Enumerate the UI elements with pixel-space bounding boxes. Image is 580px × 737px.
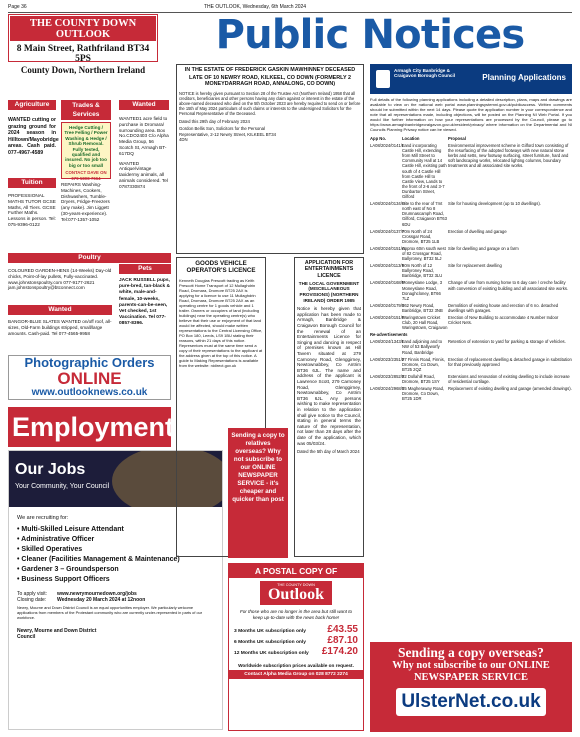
council-crest-icon <box>376 70 390 88</box>
job-item: • Multi-Skilled Leisure Attendant <box>17 526 124 533</box>
outlook-box-title: THE COUNTY DOWN OUTLOOK <box>10 16 156 41</box>
equal-opportunities-text: Newry, Mourne and Down District Council is an equal opportunities employer. We particularly welcome applications from members of the Protestant community who are currently under-represented in parts of our workforce. <box>17 605 203 620</box>
rate-row: 6 Months UK subscription only £87.10 <box>234 635 358 647</box>
wanted-field-ad: WANTED1 acre field to purchase in Dromara/ surrounding area. Box No.CDO2403 C/o Alpha Media Group, 56 Scotch St, Armagh BT-617DQ <box>119 116 169 156</box>
planning-app-no: LA08/2024/2968/F <box>370 386 405 392</box>
planning-location: Land incorporating Castle Hill, extending from Mill Street to Community Hall at 14 Castle Hill, existing path south of 4 Castle Hill from Castle Hill to Castle View, Lands to the front of 2-6 and 3-7 Dunbarton Street, Gilford <box>402 143 447 200</box>
planning-proposal: Erection of replacement dwelling & detached garage in substitution for that previously approved <box>448 356 572 367</box>
wanted2-section <box>8 305 112 336</box>
planning-location: 70m North of 24 Crossgar Road, Dromore, BT25 1LB <box>402 228 440 244</box>
ulsternet-url[interactable]: UlsterNet.co.uk <box>396 688 546 716</box>
planning-row <box>370 386 572 401</box>
repairs-ad: REPAIRS Washing-Machines, Cookers, Dishwashers, Tumble-Dryers, Fridge-Freezers (any make). Jim Liggett (30-years-experience). Tel:077-1357-1052 <box>61 182 110 222</box>
job-item: • Gardener 3 – Groundsperson <box>17 566 119 573</box>
abc-council-banner <box>370 64 572 94</box>
pets-section <box>119 264 171 328</box>
apply-label: To apply visit: <box>17 591 48 597</box>
planning-proposal: Replacement of existing dwelling and garage (amended drawings). <box>448 386 572 392</box>
entertain-title: APPLICATION FOR ENTERTAINMENTS LICENCE <box>304 260 354 279</box>
wanted-section <box>119 100 169 190</box>
abc-council-name: Armagh City Banbridge & Craigavon Borough Council <box>394 68 455 79</box>
planning-location: 60m North of 12 Ballyroney Road, Banbridge, BT32 3LU <box>402 263 443 279</box>
planning-location: Land adjoining and to NW of 53 Ballyworfy Road, Banbridge <box>402 339 443 355</box>
jobs-title: Our Jobs <box>15 461 86 478</box>
council-name: Newry, Mourne and Down District Council <box>17 628 97 641</box>
jobs-subtitle: Your Community, Your Council <box>15 483 110 490</box>
closing-label: Closing date: <box>17 597 47 603</box>
planning-app-no: LA08/2024/0168/F <box>370 280 405 286</box>
postal-copy-ad <box>228 563 364 731</box>
estate-solicitors: Gordon Bellis Son, Solicitors for the Personal Representative, 2-12 Newry Street, KILKEEL BT34 4DN <box>179 126 277 143</box>
planning-row <box>370 374 572 384</box>
photographic-orders-ad <box>8 355 171 400</box>
postal-title: A POSTAL COPY OF <box>229 564 363 578</box>
agriculture-heading: Agriculture <box>8 100 56 110</box>
planning-app-no: LA08/2024/1343/F <box>370 339 405 345</box>
planning-location: Waringstown Cricket Club, 20 Hall Road, Waringstown, Craigavon <box>402 315 448 331</box>
job-item: • Administrative Officer <box>17 536 95 543</box>
postal-tagline: For those who are no longer in the area but still want to keep up-to-date with the news back home! <box>239 609 353 620</box>
wanted-heading: Wanted <box>119 100 169 110</box>
planning-app-no: LA08/2024/0151/F <box>370 315 405 320</box>
planning-location: 15 Magheraway Road, Dromore, Co Down, BT25 1DR <box>402 386 445 402</box>
planning-app-no: LA08/2023/2351/F <box>370 356 405 362</box>
jobs-recruiting-label: We are recruiting for: <box>17 515 69 521</box>
planning-location: Approx 60m south west of 82 Crossgar Road, Ballyroney, BT32 5LJ <box>402 245 446 262</box>
pets-ad: JACK RUSSELL pups, pure-bred, tan-black & white, male-and-female, 10-weeks, parents-can-be-seen, Vet checked, 1st Vaccination. Tel 077-0857-8396. <box>119 278 170 327</box>
tuition-ad: PROFESSIONAL MATHS TUTOR GCSE Maths, All Tiers. GCSE Further Maths. Lessons in person. Tel: 075-9396-0122 <box>8 193 56 227</box>
planning-app-no: LA08/2023/2852/F <box>370 373 405 379</box>
goods-body: Kenneth Douglas Prescott trading as Keith Prescott Home Transport of 12 Mullaghdrin Road, Dromara, Dromore BT25 2AX is applying for a licence to use 11 Mullaghdrin Road, Dromara, Dromore BT25 2AX as an operating centre for 1 goods vehicle and 1 trailer. Owners or occupiers of land (including buildings) near the operating centre(s) who believe that their use or enjoyment of that land would be affected, should make written representations to the Central Licensing Office, PO Box 180, Leeds, LS9 1BU stating their reasons, within 21 days of this notice. Representors must at the same time send a copy of their representations to the applicant at the address given at the top of this notice. A guide to Making Representations is available from the website: nidirect.gov.uk <box>179 277 263 368</box>
estate-notice <box>176 64 364 254</box>
planning-location: 27 Finnis Road, Finnis, Dromore, Co Down, BT25 2QZ <box>402 356 445 372</box>
goods-title: GOODS VEHICLE OPERATOR'S LICENCE <box>186 260 256 275</box>
planning-row <box>370 280 572 300</box>
planning-row <box>370 201 572 226</box>
trades-section <box>61 100 111 223</box>
planning-proposal: Retention of extension to yard for parking & storage of vehicles. <box>448 339 566 345</box>
planning-proposal: Site for dwelling and garage on a farm <box>448 245 519 251</box>
overseas-line1: Sending a copy overseas? <box>398 645 544 660</box>
planning-row <box>370 143 572 199</box>
hedge-cutting-ad <box>61 122 111 179</box>
planning-location: 32 Dollahill Road, Dromore, BT25 1SY <box>402 373 440 385</box>
planning-app-no: LA08/2024/0113/F <box>370 263 405 269</box>
planning-proposal: Demolition of existing house and erection of 6 no. detached dwellings with garages. <box>448 302 559 313</box>
planning-applications-notice <box>370 97 572 557</box>
wanted2-heading: Wanted <box>8 305 112 315</box>
paper-dateline: THE OUTLOOK, Wednesday, 6th March 2024 <box>204 4 307 10</box>
tuition-section <box>8 178 56 228</box>
agriculture-ad: WANTED cutting or grazing ground for 2024 season in Hilltown/Mayobridge areas. Cash paid. 077-4967-4589 <box>8 117 59 156</box>
worldwide-note: Worldwide subscription prices available on request. <box>238 663 354 669</box>
entertain-body: Notice is hereby given that application has been made to Armagh, Banbridge & Craigavon Borough Council for the renewal of an Entertainments Licence for Singing and dancing in respect of premises known as Hill Tavern situated at 279 Carnoney Road, Glenggirney, Newtownabbey, Co Antrim BT36 6JL. The name and address of the applicant is Lawrence Scott, 279 Carnoney Road, Glenggirney, Newtownabbey, Co Antrim BT36 6JL. Any persons wishing to make representation in relation to the application shall give notice to the Council, stating in general terms the nature of the representation, not later than 28 days after the date of the application, which was 05/03/24. <box>297 306 361 446</box>
tuition-heading: Tuition <box>8 178 56 188</box>
planning-proposal: Erection of New Building to accommodate 4 Number Indoor Cricket Nets. <box>448 315 559 326</box>
postal-tag: THE COUNTY DOWN <box>277 583 315 587</box>
planning-row <box>370 315 572 330</box>
estate-title: IN THE ESTATE OF FREDERICK GASKIN MAWHINNEY DECEASED <box>184 67 356 73</box>
planning-row <box>370 263 572 278</box>
closing-date: Wednesday 20 March 2024 at 12noon <box>57 597 146 603</box>
entertain-date: Dated the 5th day of March 2024 <box>297 449 360 455</box>
apply-url[interactable]: www.newrymournedown.org/jobs <box>57 591 137 597</box>
postal-contact: Contact Alpha Media Group on 028 8772 2274 <box>229 670 363 679</box>
planning-app-no: LA08/2024/0141/F <box>370 143 405 149</box>
planning-intro: Full details of the following planning applications including a detailed description, plans, maps and drawings are available to view on the national web portal www.planningsystemni.gov.uk/publicaccess. Written comments should be submitted within the next 14 days. Please quote the application number in your correspondence and note that all representations made, including objections, will be posted on the Planning NI Web Portal. If you would like further information on how your representations are processed by the Council, please go to https://www.armaghbanbridgecraigavon.gov.uk/resident/privacy/ where information on the Departmental and NI Councils Planning Privacy notice can be viewed. <box>370 97 572 132</box>
rate-row: 3 Months UK subscription only £43.55 <box>234 624 358 636</box>
rate-row: 12 Months UK subscription only £174.20 <box>234 646 358 658</box>
pets-heading: Pets <box>119 264 171 274</box>
photo-ad-line2: ONLINE <box>57 369 122 388</box>
planning-proposal: Site for replacement dwelling <box>448 263 502 269</box>
planning-app-no: LA08/2024/0151/O <box>370 245 406 251</box>
planning-location: Site to the rear of 7mt north east of No 8 Drumnascamph Road, Gilford, Craigavon BT63 6DU <box>402 201 447 227</box>
planning-row <box>370 357 572 372</box>
poultry-heading: Poultry <box>8 253 171 263</box>
slates-ad: BANGOR-BLUE SLATES WANTED on/off roof, all-sizes, Old-Farm buildings stripped, small/large amounts. Cash-paid. Tel 077-4565-9958 <box>8 319 112 336</box>
wanted-taxidermy-ad: WANTED Antique/vintage taxidermy animals, all animals considered. Tel 0787330874 <box>119 160 168 189</box>
planning-app-no: LA08/2024/0179/F <box>370 302 405 308</box>
planning-row <box>370 339 572 354</box>
job-item: • Business Support Officers <box>17 576 110 583</box>
poultry-ad: COLOURED GARDEN-HENS (14-Weeks) Day-old chicks, Point-of-lay pullets, Fully-vaccinated. www.johnstonspoultry.com 077-9177-2621 jam.johnstonspoultry@btconnect.com <box>8 268 112 291</box>
planning-table <box>370 136 572 401</box>
outlook-box-region: County Down, Northern Ireland <box>20 65 146 75</box>
planning-proposal: Environmental improvement scheme in Gilford town consisting of the resurfacing of the adopted footways with new natural stone kerbs and setts, new footway surfacing, street furniture, hard and soft landscaping works, relocated lighting columns, boundary treatments and all associated site works. <box>448 143 569 169</box>
planning-proposal: Erection of dwelling and garage <box>448 228 507 234</box>
job-item: • Cleaner (Facilities Management & Maintenance) <box>17 556 180 563</box>
entertain-subtitle: THE LOCAL GOVERNMENT (MISCELLANEOUS PROVISIONS) (NORTHERN IRELAND) ORDER 1985 <box>298 280 360 303</box>
county-down-outlook-box <box>8 14 158 75</box>
trades-heading: Trades & Services <box>61 100 111 120</box>
estate-body: NOTICE is hereby given pursuant to Section 28 of the Trustee Act (Northern Ireland) 1958 that all creditors, beneficiaries and other persons having any claim against or interest in the estate of the above-named deceased who died on the 5th October 2023 are hereby required to send on or before the 15th of May 2024 particulars of such claims or interests to the undersigned Solicitors for the Personal Representative of the Deceased. <box>179 90 361 116</box>
overseas-line2: Why not subscribe to our ONLINE NEWSPAPER SERVICE <box>392 660 550 683</box>
entertainments-licence-notice <box>294 257 364 557</box>
planning-location: Moneyslane Lodge, 3 Moneyslane Road, Donaghcloney, BT66 7LZ <box>402 280 443 301</box>
estate-address: LATE OF 10 NEWRY ROAD, KILKEEL, CO DOWN (FORMERLY 2 MONEYDARRAGH ROAD, ANNALONG, CO DOWN) <box>189 74 351 87</box>
page-number: Page 36 <box>8 4 27 10</box>
agriculture-section <box>8 100 59 157</box>
photo-ad-url[interactable]: www.outlooknews.co.uk <box>31 387 148 398</box>
employment-heading: Employment <box>8 407 171 447</box>
hedge-contact: CONTACT DAVE ON 079-5808-7664 <box>65 170 107 181</box>
planning-title: Planning Applications <box>482 73 566 82</box>
planning-row <box>370 246 572 261</box>
planning-proposal: Change of use from nursing home to 6 day care / creche facility with conversion of existing building and all associated site works. <box>448 280 569 291</box>
overseas-subscription-ad[interactable] <box>370 642 572 732</box>
outlook-box-address: 8 Main Street, Rathfriland BT34 5PS <box>16 44 150 64</box>
planning-proposal: Site for housing development (up to 10 dwellings). <box>448 201 541 207</box>
planning-app-no: LA08/2024/0137/F <box>370 228 405 234</box>
estate-date: Dated this 29th day of February 2024 <box>179 118 250 124</box>
planning-row <box>370 229 572 244</box>
planning-row <box>370 303 572 313</box>
postal-paper-logo: Outlook <box>267 586 324 603</box>
planning-proposal: Extensions and renovation of existing dwelling to include increase of residential curtilage. <box>448 373 570 385</box>
online-subscribe-promo[interactable]: Sending a copy to relatives overseas? Why not subscribe to our ONLINE NEWSPAPER SERVICE - it's cheaper and quicker than post <box>228 428 288 558</box>
readvert-heading: Re-advertisements <box>370 332 408 338</box>
planning-table-header: App No. Location Proposal <box>370 136 466 141</box>
hedge-cutting-text: Hedge Cutting / Tree Felling / Power Washing & Hedge / Shrub Removal. Fully tested, qualified and insured. No job too big or too small <box>64 125 108 168</box>
public-notices-masthead: Public Notices <box>215 12 525 58</box>
planning-location: 162 Newry Road, Banbridge, BT32 3NB <box>402 302 443 313</box>
photo-ad-line1: Photographic Orders <box>24 355 155 370</box>
planning-app-no: LA08/2024/0134/O <box>370 201 406 207</box>
job-item: • Skilled Operatives <box>17 546 83 553</box>
